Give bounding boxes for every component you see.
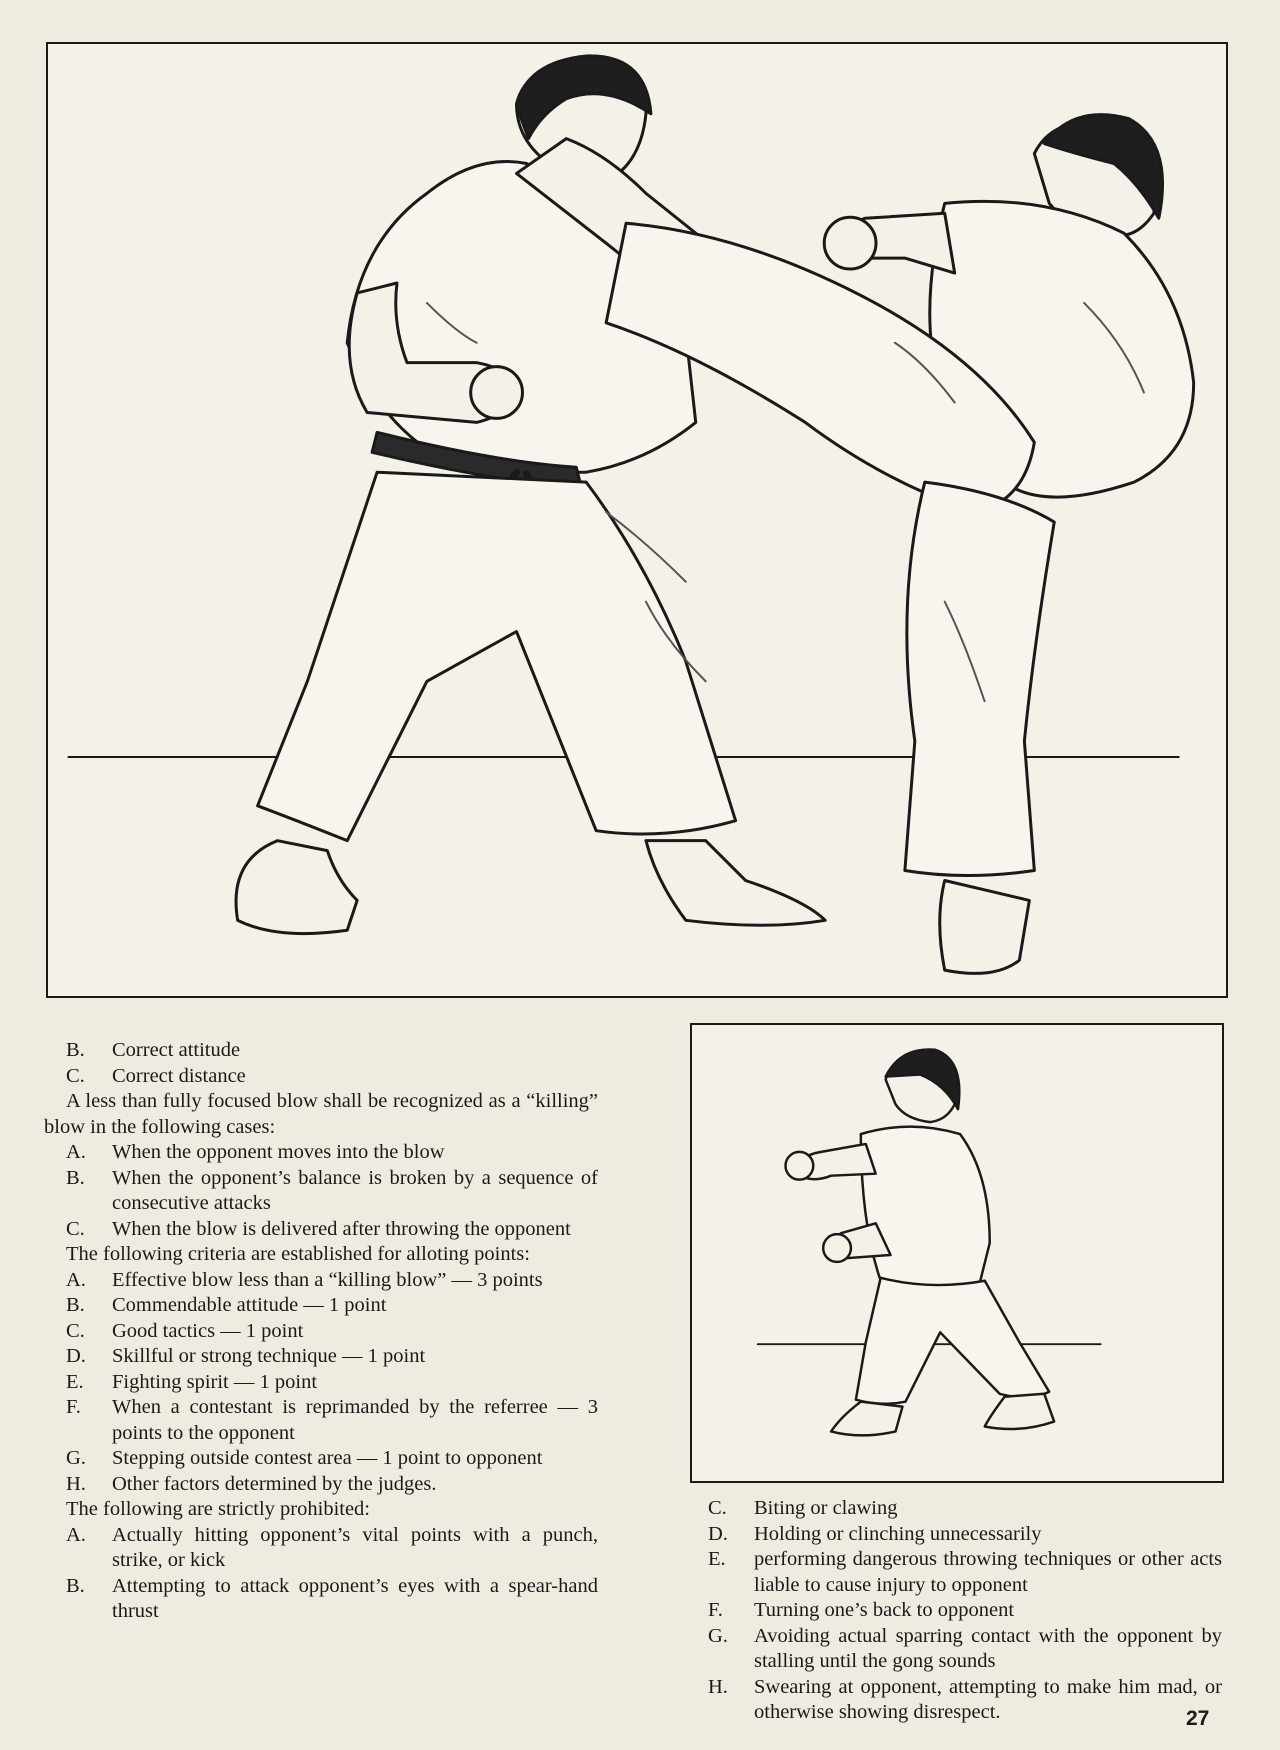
item-text: Correct attitude [112,1039,241,1061]
item-text: Skillful or strong technique — 1 point [112,1345,426,1367]
list-item [44,1472,598,1498]
list-item [44,1395,598,1446]
list-item [44,1574,598,1625]
item-letter: C. [66,1217,85,1240]
item-text: When the opponent’s balance is broken by a sequence of consecutive attacks [112,1166,598,1214]
list-item [686,1547,1222,1598]
item-letter: D. [708,1522,728,1545]
item-letter: B. [66,1039,85,1061]
list-item [44,1268,598,1294]
item-text: Turning one’s back to opponent [754,1599,1015,1621]
item-letter: H. [708,1675,728,1698]
item-text: Other factors determined by the judges. [112,1472,437,1495]
two-fighters-kick-drawing [48,44,1226,996]
list-item [44,1344,598,1370]
item-letter: E. [708,1548,726,1570]
list-item [44,1523,598,1574]
item-letter: H. [66,1472,86,1495]
item-letter: F. [66,1396,81,1418]
item-letter: G. [708,1624,728,1647]
list-item [44,1140,598,1166]
item-text: When a contestant is reprimanded by the referree — 3 points to the opponent [112,1396,598,1444]
item-text: Biting or clawing [754,1497,898,1519]
item-text: Stepping outside contest area — 1 point to opponent [112,1447,543,1469]
item-text: When the blow is delivered after throwing the opponent [112,1217,571,1240]
item-letter: E. [66,1370,84,1393]
list-item [44,1370,598,1396]
item-text: Swearing at opponent, attempting to make him mad, or otherwise showing disrespect. [754,1675,1222,1723]
prohibited-intro: The following are strictly prohibited: [66,1498,371,1520]
item-letter: D. [66,1345,86,1367]
list-item [44,1446,598,1472]
list-item [44,1217,598,1243]
right-text-column [686,1496,1222,1726]
left-text-column [44,1038,598,1625]
item-text: Good tactics — 1 point [112,1319,304,1342]
fighter-stance-drawing [692,1025,1222,1481]
sparring-illustration [46,42,1228,998]
item-letter: A. [66,1523,86,1546]
item-text: When the opponent moves into the blow [112,1141,445,1163]
item-text: Effective blow less than a “killing blow” — 3 points [112,1268,543,1291]
item-letter: B. [66,1294,85,1316]
item-text: Actually hitting opponent’s vital points with a punch, strike, or kick [112,1523,598,1571]
list-item [44,1293,598,1319]
item-letter: B. [66,1574,85,1597]
item-letter: A. [66,1268,86,1291]
item-text: Commendable attitude — 1 point [112,1294,387,1316]
item-letter: A. [66,1141,86,1163]
list-item [44,1038,598,1064]
points-intro: The following criteria are established for alloting points: [66,1243,530,1265]
item-text: Avoiding actual sparring contact with the opponent by stalling until the gong sounds [754,1624,1222,1672]
list-item [686,1496,1222,1522]
list-item [686,1522,1222,1548]
list-item [686,1624,1222,1675]
item-text: Correct distance [112,1064,246,1087]
list-item [44,1064,598,1090]
item-letter: C. [66,1319,85,1342]
page-number: 27 [1186,1707,1210,1730]
item-letter: G. [66,1447,86,1469]
item-letter: F. [708,1599,723,1621]
item-letter: C. [66,1064,85,1087]
list-item [44,1319,598,1345]
item-text: Holding or clinching unnecessarily [754,1522,1042,1545]
stance-illustration [690,1023,1224,1483]
item-letter: B. [66,1166,85,1189]
killing-blow-intro: A less than fully focused blow shall be recognized as a “killing” blow in the following cases: [44,1090,598,1138]
list-item [686,1675,1222,1726]
list-item [44,1166,598,1217]
list-item [686,1598,1222,1624]
item-text: Fighting spirit — 1 point [112,1370,318,1393]
item-text: Attempting to attack opponent’s eyes with a spear-hand thrust [112,1574,598,1622]
item-letter: C. [708,1497,727,1519]
item-text: performing dangerous throwing techniques or other acts liable to cause injury to opponent [754,1548,1222,1596]
